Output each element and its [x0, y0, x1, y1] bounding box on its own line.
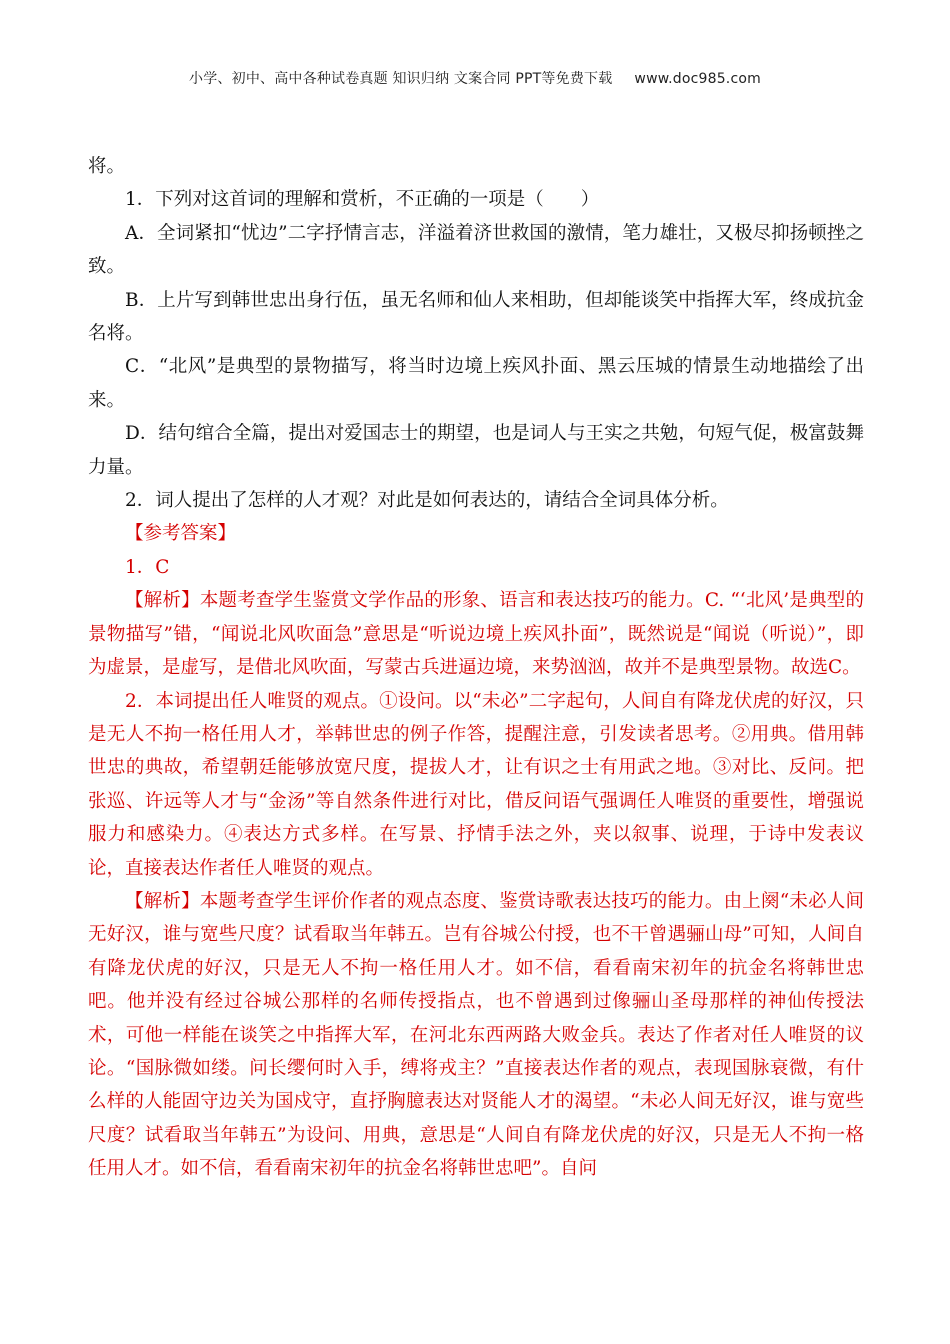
- continuation-text: 将。: [88, 156, 126, 177]
- answer-2: 2．本词提出任人唯贤的观点。①设问。以“未必”二字起句，人间自有降龙伏虎的好汉，只是无人不拘一格任用人才，举韩世忠的例子作答，提醒注意，引发读者思考。②用典。借用韩世忠的典故，希望朝廷能够放宽尺度，提拔人才，让有识之士有用武之地。③对比、反问。把张巡、许远等人才与“金汤”等自然条件进行对比，借反问语气强调任人唯贤的重要性，增强说服力和感染力。④表达方式多样。在写景、抒情手法之外，夹以叙事、说理，于诗中发表议论，直接表达作者任人唯贤的观点。: [88, 690, 864, 879]
- analysis-1: 【解析】本题考查学生鉴赏文学作品的形象、语言和表达技巧的能力。C. “‘北风’是典型的景物描写”错，“闻说北风吹面急”意思是“听说边境上疾风扑面”，既然说是“闻说（听说）”，即为虚景，是虚写，是借北风吹面，写蒙古兵进逼边境，来势汹汹，故并不是典型景物。故选C。: [88, 590, 864, 679]
- answer-1: 1．C: [125, 556, 170, 578]
- option-d: D．结句绾合全篇，提出对爱国志士的期望，也是词人与王实之共勉，句短气促，极富鼓舞力量。: [88, 423, 864, 478]
- option-c: C．“北风”是典型的景物描写，将当时边境上疾风扑面、黑云压城的情景生动地描绘了出来。: [88, 356, 864, 411]
- question-2: 2．词人提出了怎样的人才观？对此是如何表达的，请结合全词具体分析。: [125, 490, 729, 512]
- header-text: 小学、初中、高中各种试卷真题 知识归纳 文案合同 PPT等免费下载: [189, 71, 613, 87]
- answer-heading: 【参考答案】: [125, 523, 237, 545]
- question-1: 1．下列对这首词的理解和赏析，不正确的一项是（ ）: [125, 189, 600, 211]
- header-site-link[interactable]: www.doc985.com: [634, 71, 761, 87]
- option-a: A．全词紧扣“忧边”二字抒情言志，洋溢着济世救国的激情，笔力雄壮，又极尽抑扬顿挫之致。: [88, 222, 864, 278]
- option-b: B．上片写到韩世忠出身行伍，虽无名师和仙人来相助，但却能谈笑中指挥大军，终成抗金名将。: [88, 289, 864, 345]
- document-body: [88, 150, 864, 1186]
- analysis-2: 【解析】本题考查学生评价作者的观点态度、鉴赏诗歌表达技巧的能力。由上阕“未必人间无好汉，谁与宽些尺度？试看取当年韩五。岂有谷城公付授，也不干曾遇骊山母”可知，人间自有降龙伏虎的好汉，只是无人不拘一格任用人才。如不信，看看南宋初年的抗金名将韩世忠吧。他并没有经过谷城公那样的名师传授指点，也不曾遇到过像骊山圣母那样的神仙传授法术，可他一样能在谈笑之中指挥大军，在河北东西两路大败金兵。表达了作者对任人唯贤的议论。“国脉微如缕。问长缨何时入手，缚将戎主？”直接表达作者的观点，表现国脉衰微，有什么样的人能固守边关为国戍守，直抒胸臆表达对贤能人才的渴望。“未必人间无好汉，谁与宽些尺度？试看取当年韩五”为设问、用典，意思是“人间自有降龙伏虎的好汉，只是无人不拘一格任用人才。如不信，看看南宋初年的抗金名将韩世忠吧”。自问: [88, 890, 864, 1180]
- page-header: [0, 68, 950, 88]
